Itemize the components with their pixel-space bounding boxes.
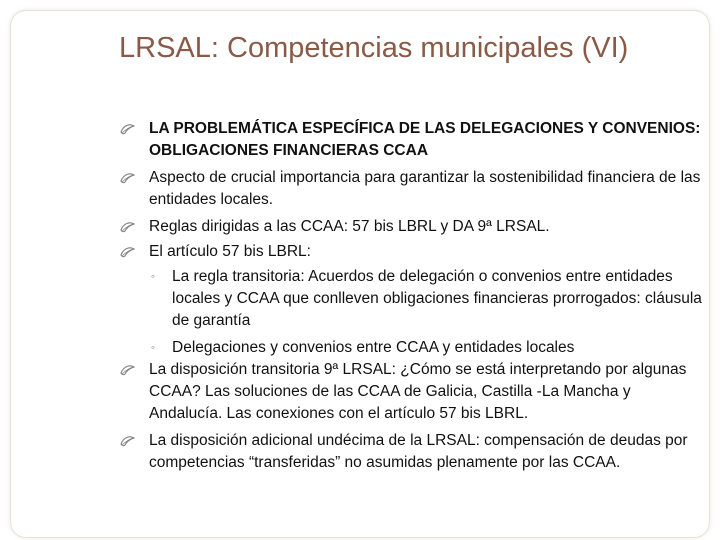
sub-bullet-text: Delegaciones y convenios entre CCAA y entidades locales [172,339,575,356]
bullet-text: Reglas dirigidas a las CCAA: 57 bis LBRL y DA 9ª LRSAL. [149,218,550,235]
slide-title: LRSAL: Competencias municipales (VI) [119,32,629,64]
leaf-bullet-icon [120,172,135,184]
leaf-bullet-icon [120,123,135,135]
leaf-bullet-icon [120,435,135,447]
sub-bullet-list [149,266,702,359]
bullet-item [120,359,702,425]
circle-bullet-icon: ◦ [151,342,155,354]
leaf-bullet-icon [120,221,135,233]
sub-bullet-item [149,266,702,332]
bullet-text: El artículo 57 bis LBRL: [149,243,311,260]
bullet-item [120,118,702,162]
bullet-text: La disposición adicional undécima de la LRSAL: compensación de deudas por competencias “transferidas” no asumidas plenamente por las CCAA. [149,432,688,471]
leaf-bullet-icon [120,364,135,376]
bullet-text: La disposición transitoria 9ª LRSAL: ¿Cómo se está interpretando por algunas CCAA? Las soluciones de las CCAA de Galicia, Castilla -La Mancha y Andalucía. Las conexiones con el artículo 57 bis LBRL. [149,361,687,422]
leaf-bullet-icon [120,246,135,258]
bullet-text: Aspecto de crucial importancia para garantizar la sostenibilidad financiera de las entidades locales. [149,169,701,208]
sub-bullet-item [149,337,702,359]
circle-bullet-icon: ◦ [151,271,155,283]
bullet-item [120,216,702,238]
bullet-text: LA PROBLEMÁTICA ESPECÍFICA DE LAS DELEGACIONES Y CONVENIOS: OBLIGACIONES FINANCIERAS CCAA [149,120,701,159]
sub-bullet-text: La regla transitoria: Acuerdos de delegación o convenios entre entidades locales y CCAA que conlleven obligaciones financieras prorrogados: cláusula de garantía [172,268,702,329]
bullet-list [120,118,702,474]
bullet-item [120,167,702,211]
bullet-item [120,241,702,359]
bullet-item [120,430,702,474]
